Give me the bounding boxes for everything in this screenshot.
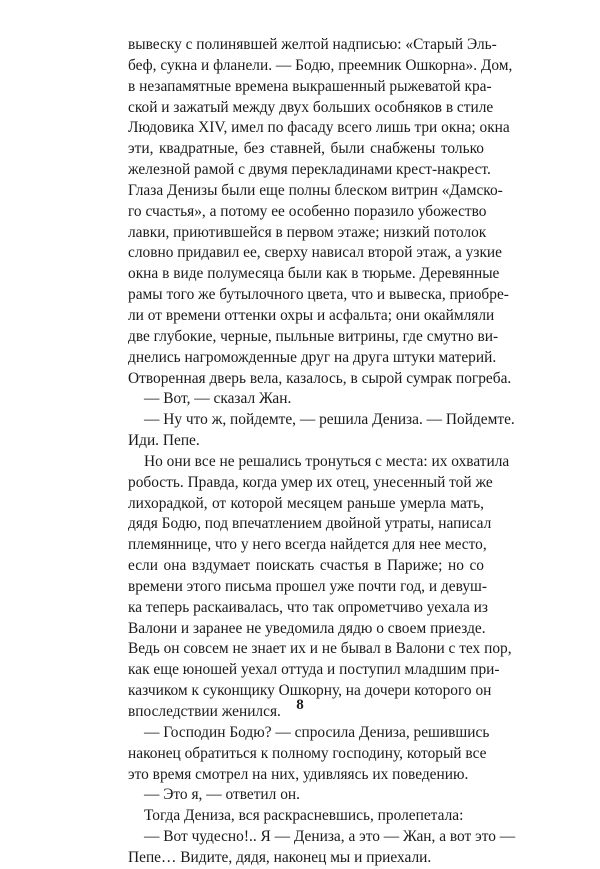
text-line: впоследствии женился. [128,703,281,720]
body-text [128,35,516,869]
text-line: — Ну что ж, пойдемте, — решила Дениза. — Пойдемте. [144,411,515,429]
text-line: Пепе… Видите, дядя, наконец мы и приехали. [128,848,432,866]
text-line: беф, сукна и фланели. — Бодю, преемник Ошкорна». Дом, [128,56,513,74]
text-line: Но они все не решались тронуться с места: их охватила [144,452,510,470]
text-line: ка теперь раскаивалась, что так опрометчиво уехала из [128,598,489,616]
text-line: как еще юношей уехал оттуда и поступил младшим при- [128,661,500,679]
text-line: — Это я, — ответил он. [144,786,300,804]
text-line: лавки, приютившейся в первом этаже; низкий потолок [128,223,487,241]
text-line: казчиком к суконщику Ошкорну, на дочери которого он [128,682,492,700]
text-line: в незапамятные времена выкрашенный рыжеватой кра- [128,77,492,95]
text-line: рамы того же бутылочного цвета, что и вывеска, приобре- [128,286,509,304]
text-line: словно придавил ее, сверху нависал второй этаж, а узкие [128,244,502,262]
text-line: лихорадкой, от которой месяцем раньше умерла мать, [128,494,484,512]
text-line: железной рамой с двумя перекладинами крест-накрест. [128,161,491,179]
text-line: вывеску с полинявшей желтой надписью: «Старый Эль- [128,36,497,53]
text-line: ской и зажатый между двух больших особняков в стиле [128,98,494,116]
text-line: Глаза Денизы были еще полны блеском витрин «Дамско- [128,181,503,199]
page-number: 8 [296,697,304,713]
text-line: го счастья», а потому ее особенно поразило убожество [128,202,487,220]
text-line: племяннице, что у него всегда найдется для нее место, [128,536,487,554]
text-line: если она вздумает поискать счастья в Париже; но со [128,557,484,575]
text-line: две глубокие, черные, пыльные витрины, где смутно ви- [128,327,499,345]
text-line: эти, квадратные, без ставней, были снабжены только [128,140,484,158]
text-line: окна в виде полумесяца были как в тюрьме. Деревянные [128,265,500,283]
text-line: Людовика XIV, имел по фасаду всего лишь три окна; окна [128,119,510,137]
text-line: Ведь он совсем не знает их и не бывал в Валони с тех пор, [128,640,512,658]
text-line: Иди. Пепе. [128,432,200,450]
text-line: дядя Бодю, под впечатлением двойной утраты, написал [128,515,492,533]
text-line: времени этого письма прошел уже почти год, и девуш- [128,577,488,595]
text-line: ли от времени оттенки охры и асфальта; они окаймляли [128,306,495,324]
text-line: робость. Правда, когда умер их отец, унесенный той же [128,473,493,491]
text-line: Отворенная дверь вела, казалось, в сырой сумрак погреба. [128,369,512,387]
text-line: наконец обратиться к полному господину, который все [128,744,487,762]
text-line: Тогда Дениза, вся раскрасневшись, пролепетала: [144,807,464,825]
text-line: — Вот чудесно!.. Я — Дениза, а это — Жан, а вот это — [144,828,516,846]
text-line: — Вот, — сказал Жан. [144,390,292,408]
text-line: это время смотрел на них, удивляясь их поведению. [128,765,469,783]
text-line: днелись нагроможденные друг на друга штуки материй. [128,348,497,366]
text-line: — Господин Бодю? — спросила Дениза, решившись [144,723,490,741]
text-line: Валони и заранее не уведомила дядю о своем приезде. [128,619,486,637]
